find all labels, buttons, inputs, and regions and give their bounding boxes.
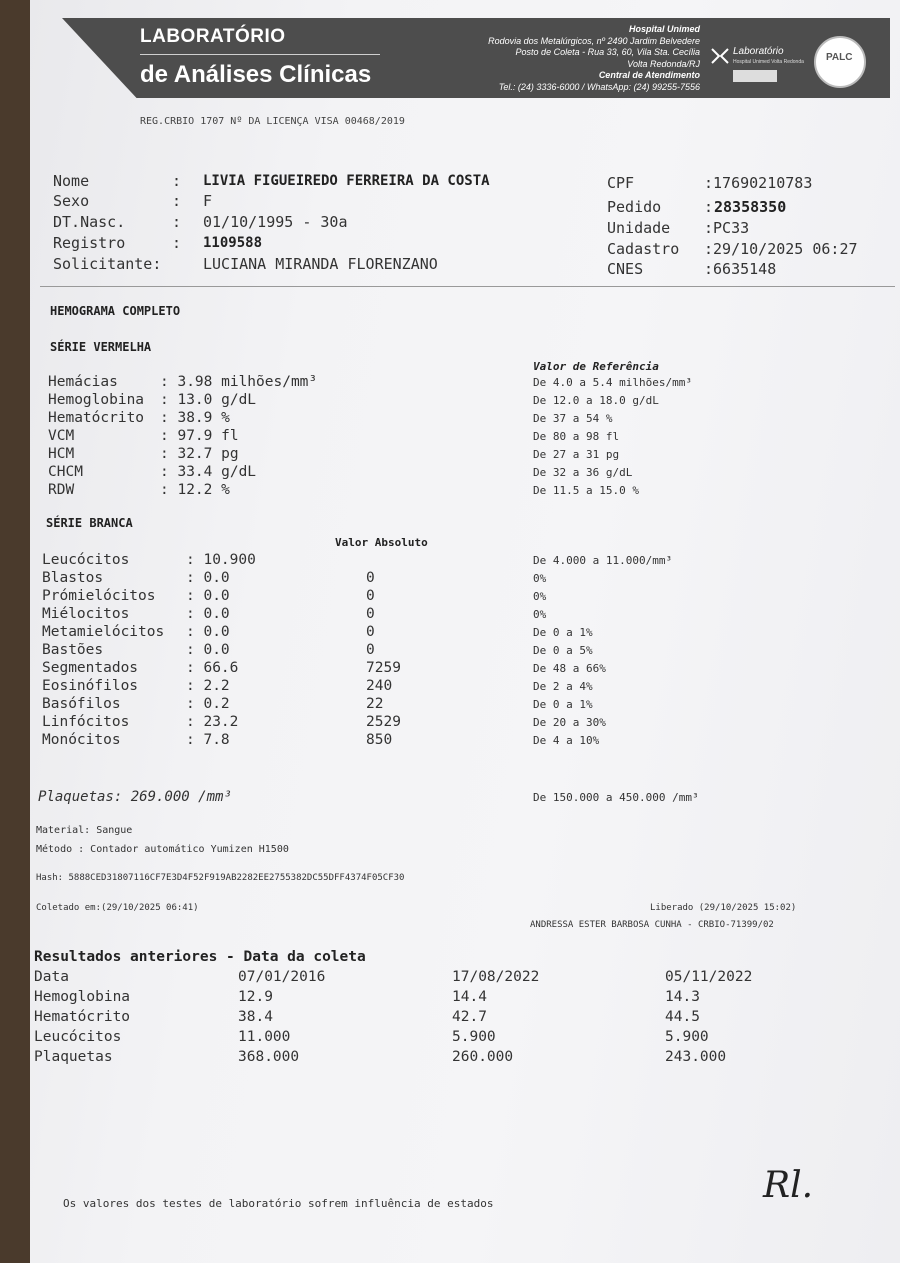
previous-row-label: Hemoglobina — [34, 989, 131, 1005]
previous-value-2016: 11.000 — [238, 1029, 291, 1045]
white-test-reference: 0% — [533, 608, 547, 621]
previous-value-2016: 07/01/2016 — [238, 969, 326, 985]
label-cnes: CNES — [607, 260, 644, 278]
previous-value-2016: 38.4 — [238, 1009, 273, 1025]
white-test-reference: De 4.000 a 11.000/mm³ — [533, 554, 673, 567]
collection-post: Posto de Coleta - Rua 33, 60, Vila Sta. Cecília — [515, 47, 700, 57]
logo-subtitle: Hospital Unimed Volta Redonda — [733, 59, 804, 65]
colon: : — [172, 192, 182, 210]
red-test-reference: De 27 a 31 pg — [533, 448, 620, 461]
label-nome: Nome — [53, 172, 90, 190]
white-test-name: Monócitos — [42, 732, 121, 748]
lab-title-line1: LABORATÓRIO — [140, 26, 286, 47]
white-test-absolute: 0 — [366, 624, 375, 640]
white-test-value: : 0.0 — [186, 570, 230, 586]
white-test-absolute: 0 — [366, 606, 375, 622]
lab-logo-icon — [710, 47, 730, 69]
hospital-info — [488, 24, 700, 93]
hospital-city: Volta Redonda/RJ — [627, 58, 700, 69]
white-test-absolute: 0 — [366, 570, 375, 586]
requesting-doctor: LUCIANA MIRANDA FLORENZANO — [203, 255, 438, 273]
label-registro: Registro — [53, 234, 126, 252]
white-series-title: SÉRIE BRANCA — [46, 516, 133, 530]
white-test-value: : 0.0 — [186, 606, 230, 622]
unit-code: :PC33 — [704, 219, 750, 237]
previous-value-2016: 12.9 — [238, 989, 273, 1005]
white-test-absolute: 7259 — [366, 660, 401, 676]
cnes-code: :6635148 — [704, 260, 777, 278]
red-test-name: RDW — [48, 482, 75, 498]
label-nasc: DT.Nasc. — [53, 213, 126, 231]
white-test-value: : 0.2 — [186, 696, 230, 712]
patient-name: LIVIA FIGUEIREDO FERREIRA DA COSTA — [203, 173, 490, 189]
white-test-absolute: 2529 — [366, 714, 401, 730]
previous-row-label: Leucócitos — [34, 1029, 122, 1045]
previous-value-aug2022: 260.000 — [452, 1049, 514, 1065]
order-number: 28358350 — [714, 198, 787, 216]
white-test-name: Leucócitos — [42, 552, 130, 568]
red-test-value: : 33.4 g/dL — [160, 464, 257, 480]
white-test-reference: De 0 a 5% — [533, 644, 593, 657]
white-test-absolute: 240 — [366, 678, 393, 694]
red-test-value: : 12.2 % — [160, 482, 230, 498]
title-divider — [140, 54, 380, 55]
red-series-title: SÉRIE VERMELHA — [50, 340, 152, 354]
white-test-name: Linfócitos — [42, 714, 130, 730]
red-test-name: Hemácias — [48, 374, 118, 390]
red-test-value: : 3.98 milhões/mm³ — [160, 374, 318, 390]
previous-value-nov2022: 14.3 — [665, 989, 700, 1005]
white-test-reference: De 0 a 1% — [533, 626, 593, 639]
white-test-value: : 2.2 — [186, 678, 230, 694]
red-test-reference: De 4.0 a 5.4 milhões/mm³ — [533, 376, 692, 389]
absolute-value-header: Valor Absoluto — [335, 536, 428, 549]
released-at: Liberado (29/10/2025 15:02) — [650, 903, 797, 913]
white-test-absolute: 0 — [366, 588, 375, 604]
label-cpf: CPF — [607, 174, 635, 192]
white-test-value: : 66.6 — [186, 660, 239, 676]
previous-value-aug2022: 14.4 — [452, 989, 487, 1005]
white-test-name: Basófilos — [42, 696, 121, 712]
label-solicitante: Solicitante: — [53, 255, 162, 273]
responsible-signatory: ANDRESSA ESTER BARBOSA CUNHA - CRBIO-71399/02 — [530, 920, 774, 930]
red-test-reference: De 12.0 a 18.0 g/dL — [533, 394, 659, 407]
label-cadastro: Cadastro — [607, 240, 680, 258]
colon: : — [172, 172, 182, 190]
white-test-reference: De 4 a 10% — [533, 734, 600, 747]
white-test-reference: De 0 a 1% — [533, 698, 593, 711]
red-test-value: : 97.9 fl — [160, 428, 239, 444]
red-test-reference: De 80 a 98 fl — [533, 430, 620, 443]
white-test-value: : 0.0 — [186, 588, 230, 604]
platelets-reference: De 150.000 a 450.000 /mm³ — [533, 791, 699, 804]
patient-cpf: :17690210783 — [704, 174, 813, 192]
section-divider — [40, 286, 895, 287]
registration-line: REG.CRBIO 1707 Nº DA LICENÇA VISA 00468/2019 — [140, 116, 405, 127]
material-info: Material: Sangue — [36, 825, 133, 836]
white-test-reference: 0% — [533, 572, 547, 585]
white-test-value: : 0.0 — [186, 642, 230, 658]
platelets-result: Plaquetas: 269.000 /mm³ — [38, 789, 232, 805]
hospital-name: Hospital Unimed — [628, 24, 700, 34]
red-test-name: CHCM — [48, 464, 83, 480]
label-unidade: Unidade — [607, 219, 671, 237]
white-test-absolute: 22 — [366, 696, 384, 712]
red-test-name: Hemoglobina — [48, 392, 145, 408]
collected-at: Coletado em:(29/10/2025 06:41) — [36, 903, 199, 913]
service-center: Central de Atendimento — [598, 70, 700, 80]
label-pedido: Pedido — [607, 198, 662, 216]
white-test-reference: De 2 a 4% — [533, 680, 593, 693]
previous-row-label: Data — [34, 969, 69, 985]
white-test-name: Segmentados — [42, 660, 139, 676]
patient-registry: 1109588 — [203, 235, 263, 251]
white-test-value: : 7.8 — [186, 732, 230, 748]
patient-sex: F — [203, 192, 213, 210]
label-sexo: Sexo — [53, 192, 90, 210]
previous-value-aug2022: 5.900 — [452, 1029, 496, 1045]
white-test-value: : 10.900 — [186, 552, 256, 568]
logo-label: Laboratório — [733, 46, 784, 57]
white-test-name: Metamielócitos — [42, 624, 165, 640]
colon: : — [704, 198, 714, 216]
hospital-phone: Tel.: (24) 3336-6000 / WhatsApp: (24) 99255-7556 — [498, 81, 700, 92]
previous-results-title: Resultados anteriores - Data da coleta — [34, 949, 366, 965]
previous-value-nov2022: 44.5 — [665, 1009, 700, 1025]
patient-birthdate: 01/10/1995 - 30a — [203, 213, 348, 231]
previous-value-nov2022: 243.000 — [665, 1049, 727, 1065]
white-test-name: Miélocitos — [42, 606, 130, 622]
white-test-name: Blastos — [42, 570, 104, 586]
registration-date: :29/10/2025 06:27 — [704, 240, 858, 258]
method-info: Método : Contador automático Yumizen H1500 — [36, 844, 289, 855]
red-test-name: HCM — [48, 446, 75, 462]
palc-seal-label: PALC — [826, 52, 853, 63]
white-test-name: Prómielócitos — [42, 588, 156, 604]
white-test-value: : 23.2 — [186, 714, 239, 730]
hash-info: Hash: 5888CED31807116CF7E3D4F52F919AB2282EE2755382DC55DFF4374F05CF30 — [36, 873, 405, 883]
red-test-value: : 13.0 g/dL — [160, 392, 257, 408]
exam-title: HEMOGRAMA COMPLETO — [50, 304, 181, 318]
reference-header: Valor de Referência — [533, 360, 659, 373]
lab-title-line2: de Análises Clínicas — [140, 61, 372, 88]
white-test-reference: 0% — [533, 590, 547, 603]
red-test-value: : 32.7 pg — [160, 446, 239, 462]
white-test-value: : 0.0 — [186, 624, 230, 640]
previous-value-2016: 368.000 — [238, 1049, 300, 1065]
previous-row-label: Plaquetas — [34, 1049, 113, 1065]
logo-badge — [733, 70, 777, 82]
white-test-absolute: 850 — [366, 732, 393, 748]
handwritten-initials: Rl. — [763, 1165, 814, 1206]
previous-row-label: Hematócrito — [34, 1009, 131, 1025]
red-test-name: Hematócrito — [48, 410, 145, 426]
red-test-reference: De 11.5 a 15.0 % — [533, 484, 639, 497]
white-test-name: Bastões — [42, 642, 104, 658]
hospital-address: Rodovia dos Metalúrgicos, nº 2490 Jardim Belvedere — [488, 35, 700, 46]
white-test-reference: De 20 a 30% — [533, 716, 606, 729]
previous-value-aug2022: 17/08/2022 — [452, 969, 540, 985]
white-test-reference: De 48 a 66% — [533, 662, 606, 675]
red-test-value: : 38.9 % — [160, 410, 230, 426]
footer-note: Os valores dos testes de laboratório sofrem influência de estados — [63, 1197, 494, 1210]
colon: : — [172, 213, 182, 231]
previous-value-aug2022: 42.7 — [452, 1009, 487, 1025]
red-test-reference: De 32 a 36 g/dL — [533, 466, 633, 479]
red-test-name: VCM — [48, 428, 75, 444]
white-test-name: Eosinófilos — [42, 678, 139, 694]
previous-value-nov2022: 05/11/2022 — [665, 969, 753, 985]
colon: : — [172, 234, 182, 252]
previous-value-nov2022: 5.900 — [665, 1029, 709, 1045]
white-test-absolute: 0 — [366, 642, 375, 658]
red-test-reference: De 37 a 54 % — [533, 412, 613, 425]
